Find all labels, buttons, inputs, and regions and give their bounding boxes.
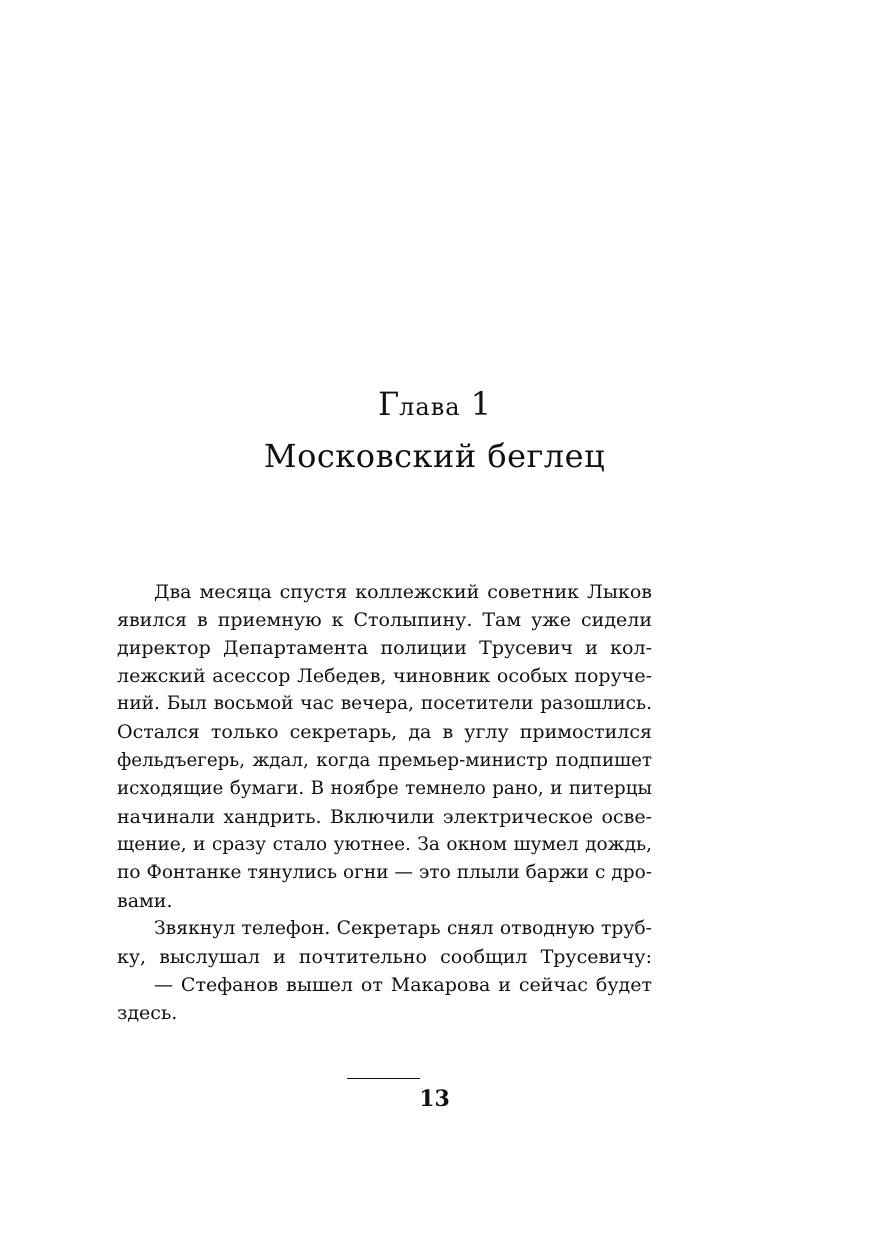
body-text: [117, 578, 652, 1028]
text-line: Два месяца спустя коллежский советник Лыков: [154, 581, 652, 603]
text-line: фельдъегерь, ждал, когда премьер-министр подпишет: [117, 749, 652, 771]
chapter-title: Московский беглец: [263, 437, 606, 475]
text-line: ний. Был восьмой час вечера, посетители разошлись.: [117, 693, 652, 715]
text-line: директор Департамента полиции Трусевич и кол-: [117, 637, 652, 660]
page-number: 13: [419, 1086, 450, 1112]
chapter-number: 1: [470, 385, 492, 423]
text-line: щение, и сразу стало уютнее. За окном шумел дождь,: [117, 833, 652, 855]
text-line: лежский асессор Лебедев, чиновник особых поруче-: [117, 665, 652, 688]
text-line: по Фонтанке тянулись огни — это плыли баржи с дро-: [117, 861, 652, 883]
text-line: ку, выслушал и почтительно сообщил Трусевичу:: [117, 946, 652, 969]
text-line: Звякнул телефон. Секретарь снял отводную труб-: [154, 918, 652, 940]
folio-rule: [347, 1078, 420, 1079]
text-line: здесь.: [117, 1002, 178, 1025]
text-line: начинали хандрить. Включили электрическое осве-: [117, 805, 652, 828]
text-line: явился в приемную к Столыпину. Там уже сидели: [117, 609, 652, 632]
chapter-label: [0, 385, 869, 423]
text-line: исходящие бумаги. В ноябре темнело рано, и питерцы: [117, 777, 652, 799]
text-line: — Стефанов вышел от Макарова и сейчас будет: [154, 974, 652, 997]
text-line: вами.: [117, 890, 173, 913]
chapter-label-rest: лава: [399, 393, 461, 421]
text-line: Остался только секретарь, да в углу примостился: [117, 721, 652, 744]
chapter-label-initial: Г: [377, 385, 400, 423]
